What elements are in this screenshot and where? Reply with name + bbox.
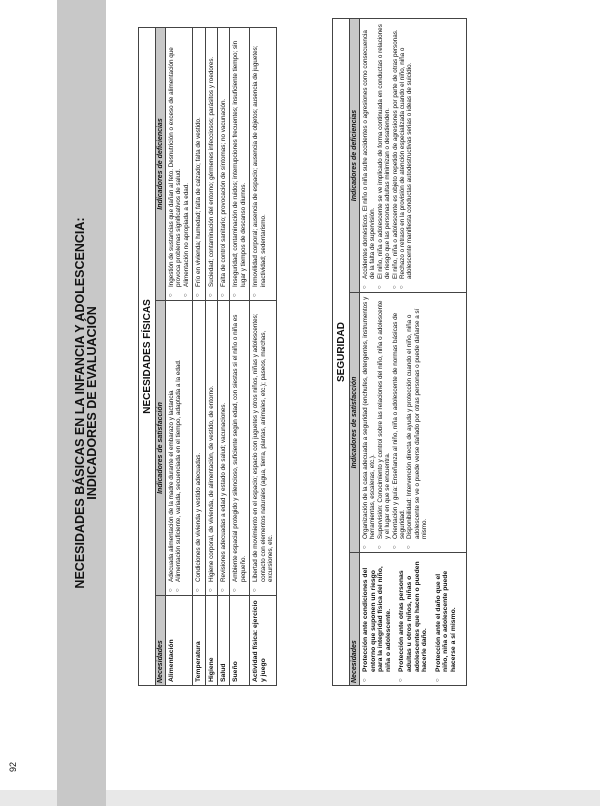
column-header-satisfaction: Indicadores de satisfacción xyxy=(156,301,166,596)
list-item: ○ Ambiente espacial protegido y silencioso, suficiente según edad, con siestas si el niño o niña es pequeño. xyxy=(232,304,247,592)
deficiency-cell xyxy=(205,27,217,300)
page-title-line1: NECESIDADES BÁSICAS EN LA INFANCIA Y ADOLESCENCIA: xyxy=(73,217,87,589)
list-item: ○ Supervisión: Conocimiento y control sobre las relaciones del niño, niña o adolescente y el lugar en que se encuentra. xyxy=(377,296,392,549)
need-cell: Alimentación xyxy=(166,596,193,686)
deficiency-cell xyxy=(218,27,230,300)
satisfaction-cell xyxy=(218,301,230,596)
table-row xyxy=(193,27,205,685)
list-item: ○ El niño, niña o adolescente es objeto repetido de agresiones por parte de otras personas. xyxy=(392,22,399,289)
list-item: ○ Inseguridad; contaminación de ruidos; interrupciones frecuentes; insuficiente tiempo; sin lugar y tiempos de descanso diurnos. xyxy=(232,31,247,297)
deficiency-cell xyxy=(166,27,193,300)
column-header-needs: Necesidades xyxy=(156,596,166,686)
table-row xyxy=(360,19,467,686)
table-row xyxy=(166,27,193,685)
satisfaction-cell xyxy=(166,301,193,596)
need-cell: Sueño xyxy=(230,596,250,686)
need-cell: Salud xyxy=(218,596,230,686)
list-item: ○ Ingestión de sustancias que dañan al feto. Desnutrición o exceso de alimentación que provoca problemas significativos de salud. xyxy=(168,31,183,297)
list-item: ○ Protección ante el daño que el niño, niña o adolescente puede hacerse a sí mismo. xyxy=(435,556,458,682)
list-item: ○ Accidentes domésticos. El niño o niña sufre accidentes o agresiones como consecuencia de la falta de supervisión. xyxy=(362,22,377,289)
list-item: ○ Libertad de movimiento en el espacio; espacio con juguetes y otros niños, niñas y adolescentes; contacto con elementos naturales (agua, tierra, plantas, animales, etc.); paseos, marchas, excursiones, etc. xyxy=(252,304,274,592)
safety-table xyxy=(332,18,467,686)
deficiency-cell xyxy=(250,27,277,300)
column-header-deficiencies: Indicadores de deficiencias xyxy=(156,27,166,300)
list-item: ○ Frío en vivienda; humedad; falta de calzado; falta de vestido. xyxy=(195,31,202,297)
list-item: ○ Disponibilidad: Intervención directa de ayuda y protección cuando el niño, niña o adolescente se ve o puede verse dañado por otras personas o puede dañarse a sí mismo. xyxy=(406,296,428,549)
deficiency-cell xyxy=(230,27,250,300)
column-header-deficiencies: Indicadores de deficiencias xyxy=(350,19,360,293)
column-header-satisfaction: Indicadores de satisfacción xyxy=(350,293,360,553)
deficiency-cell xyxy=(193,27,205,300)
table-row xyxy=(218,27,230,685)
page-title xyxy=(74,70,98,736)
needs-cell xyxy=(360,553,467,686)
satisfaction-cell xyxy=(250,301,277,596)
list-item: ○ Alimentación no apropiada a la edad. xyxy=(183,31,190,297)
list-item: ○ Condiciones de vivienda y vestido adecuadas. xyxy=(195,304,202,592)
list-item: ○ Protección ante condiciones del entorno que suponen un riesgo para la integridad física del niño, niña o adolescente. xyxy=(362,556,392,682)
table-row xyxy=(250,27,277,685)
list-item: ○ Inmovilidad corporal; ausencia de espacio; ausencia de objetos; ausencia de juguetes; inactividad; sedentarismo. xyxy=(252,31,267,297)
list-item: ○ Revisiones adecuadas a edad y estado de salud; vacunaciones. xyxy=(220,304,227,592)
list-item: ○ Protección ante otras personas adultas u otros niños, niñas o adolescentes que hacen o pueden hacerle daño. xyxy=(398,556,428,682)
satisfaction-cell xyxy=(193,301,205,596)
physical-needs-table xyxy=(138,27,277,686)
page-title-line2: INDICADORES DE EVALUACIÓN xyxy=(85,306,99,500)
table-title: SEGURIDAD xyxy=(333,19,350,686)
table-row xyxy=(205,27,217,685)
column-header-needs: Necesidades xyxy=(350,553,360,686)
list-item: ○ Adecuada alimentación de la madre durante el embarazo y lactancia xyxy=(168,304,175,592)
list-item: ○ Rechazo o retraso en la provisión de atención especializada cuando el niño, niña o adolescente manifiesta conductas autodestructivas serias o ideas de suicidio. xyxy=(399,22,414,289)
satisfaction-cell xyxy=(205,301,217,596)
list-item: ○ Falta de control sanitario; provocación de síntomas; no vacunación. xyxy=(220,31,227,297)
need-cell: Actividad física: ejercicio y juego xyxy=(250,596,277,686)
table-title: NECESIDADES FÍSICAS xyxy=(139,27,156,685)
need-cell: Higiene xyxy=(205,596,217,686)
deficiency-cell xyxy=(360,19,467,293)
need-cell: Temperatura xyxy=(193,596,205,686)
list-item: ○ El niño, niña o adolescente se ve implicado de forma continuada en conductas o relaciones de riesgo que las personas adultas minimizan o desatienden. xyxy=(377,22,392,289)
satisfaction-cell xyxy=(230,301,250,596)
list-item: ○ Higiene corporal, de vivienda, de alimentación, de vestido, de entorno. xyxy=(208,304,215,592)
list-item: ○ Suciedad; contaminación del entorno; gérmenes infecciosos; parásitos y roedores. xyxy=(208,31,215,297)
list-item: ○ Organización de la casa adecuada a seguridad (enchufes, detergentes, instrumentos y herramientas, escaleras, etc.). xyxy=(362,296,377,549)
list-item: ○ Alimentación suficiente, variada, secuenciada en el tiempo, adaptada a la edad. xyxy=(175,304,182,592)
satisfaction-cell xyxy=(360,293,467,553)
list-item: ○ Orientación y guía: Enseñanza al niño, niña o adolescente de normas básicas de seguridad. xyxy=(392,296,407,549)
page-number: 92 xyxy=(8,761,18,772)
table-row xyxy=(230,27,250,685)
